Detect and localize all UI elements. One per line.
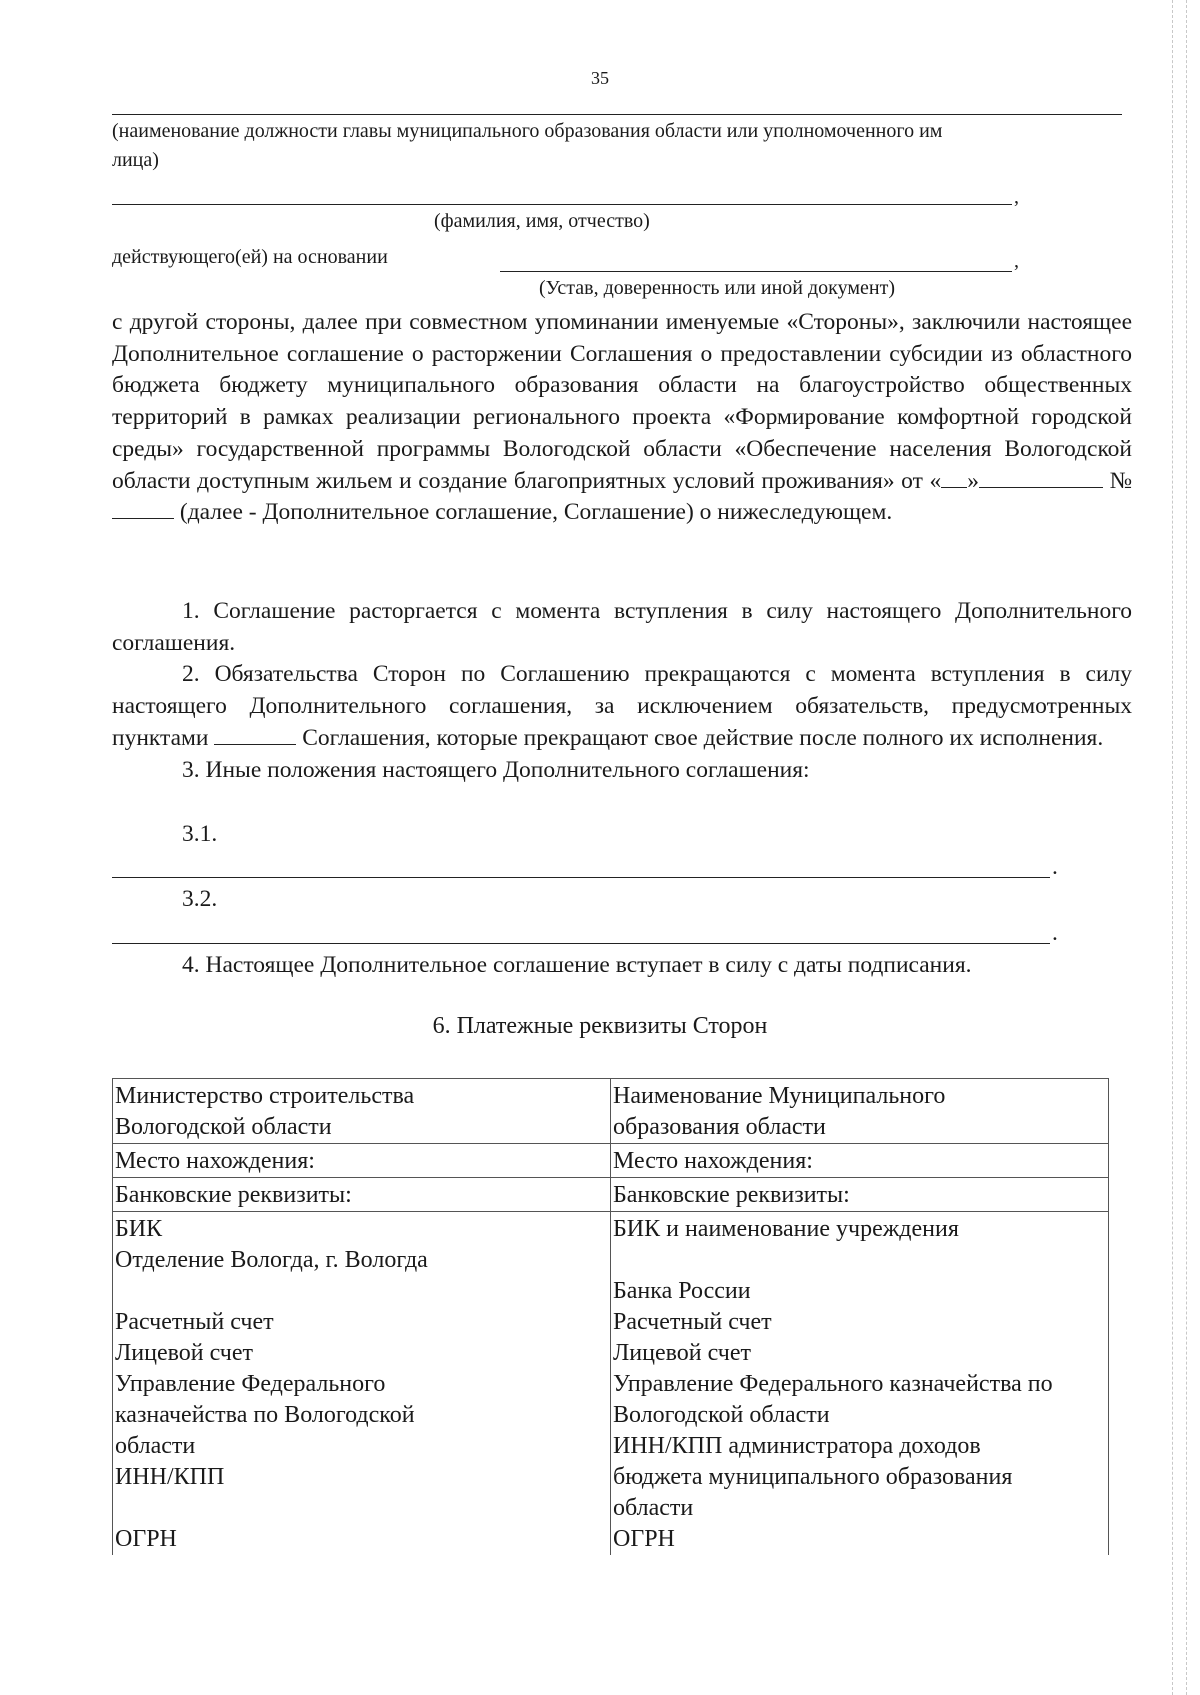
detail-line: Лицевой счет (115, 1340, 254, 1366)
municipality-name-cont: образования области (613, 1114, 826, 1140)
scan-edge-line (1172, 0, 1173, 1695)
preamble-text: Соглашение) о нижеследующем. (563, 499, 893, 526)
preamble-text: с другой стороны, далее при совместном упоминании именуемые «Стороны», заключили настоящее Дополнительное соглашение о расторжении Соглашения о предоставлении субсидии из областного бюджета бюджету муниципального образования области на благоустройство общественных территорий в рамках реализации регионального проекта «Формирование комфортной городской среды» государственной программы Вологодской области «Обеспечение населения Вологодской области доступным жильем и создание благоприятных условий проживания» от « (112, 309, 1132, 494)
comma: , (1014, 250, 1019, 272)
table-cell (611, 1212, 1109, 1556)
scan-edge-line (1186, 0, 1187, 1695)
table-row (113, 1144, 1109, 1178)
preamble-text: № (1109, 467, 1132, 494)
clause-text: Соглашения, которые прекращают свое действие после полного их исполнения. (302, 724, 1104, 751)
period: . (1052, 854, 1058, 880)
month-blank (979, 469, 1103, 488)
detail-gap (115, 1493, 608, 1524)
basis-line (500, 271, 1012, 272)
clause-2 (112, 659, 1132, 754)
municipality-name: Наименование Муниципального (613, 1083, 946, 1109)
page-number: 35 (591, 68, 609, 88)
bank-label: Банковские реквизиты: (115, 1182, 352, 1208)
comma: , (1014, 186, 1019, 208)
detail-line: Отделение Вологда, г. Вологда (115, 1247, 428, 1273)
location-label: Место нахождения: (613, 1148, 813, 1174)
preamble-text: » (967, 467, 979, 494)
detail-line: БИК и наименование учреждения (613, 1216, 959, 1242)
detail-line: области (115, 1433, 196, 1459)
detail-line: ОГРН (115, 1526, 177, 1552)
detail-line: ИНН/КПП администратора доходов (613, 1433, 981, 1459)
preamble-paragraph (112, 307, 1132, 529)
ministry-name-cont: Вологодской области (115, 1114, 332, 1140)
table-cell (113, 1212, 611, 1556)
basis-caption: (Устав, доверенность или иной документ) (539, 277, 895, 299)
bank-label: Банковские реквизиты: (613, 1182, 850, 1208)
table-cell (611, 1178, 1109, 1212)
acting-label: действующего(ей) на основании (112, 246, 388, 268)
table-row (113, 1178, 1109, 1212)
table-row (113, 1212, 1109, 1556)
requisites-table (112, 1078, 1109, 1555)
clause-3: 3. Иные положения настоящего Дополнительного соглашения: (182, 756, 810, 783)
section-title: 6. Платежные реквизиты Сторон (432, 1013, 768, 1039)
detail-line: бюджета муниципального образования (613, 1464, 1013, 1490)
detail-line: Управление Федерального (115, 1371, 386, 1397)
detail-gap (613, 1245, 1106, 1276)
detail-line: Лицевой счет (613, 1340, 752, 1366)
table-cell (611, 1079, 1109, 1144)
period: . (1052, 920, 1058, 946)
clause-3-1: 3.1. (182, 821, 218, 847)
ministry-name: Министерство строительства (115, 1083, 415, 1109)
detail-line: Вологодской области (613, 1402, 830, 1428)
clause-3-2: 3.2. (182, 886, 218, 912)
clause-text: 2. Обязательства Сторон по Соглашению прекращаются с момента вступления в силу настоящего Дополнительного соглашения, за исключением обязательств, предусмотренных пунктами (112, 661, 1132, 751)
detail-line: ИНН/КПП (115, 1464, 225, 1490)
detail-line: БИК (115, 1216, 163, 1242)
detail-line: ОГРН (613, 1526, 675, 1552)
clause-4: 4. Настоящее Дополнительное соглашение вступает в силу с даты подписания. (182, 952, 972, 978)
table-cell (113, 1079, 611, 1144)
clauses (112, 596, 1132, 786)
clause-3-1-line (112, 877, 1050, 878)
clause-1: 1. Соглашение расторгается с момента вступления в силу настоящего Дополнительного соглашения. (112, 598, 1132, 656)
table-row (113, 1079, 1109, 1144)
table-cell (113, 1144, 611, 1178)
location-label: Место нахождения: (115, 1148, 315, 1174)
fio-caption: (фамилия, имя, отчество) (434, 210, 650, 232)
number-blank (112, 500, 174, 519)
table-cell (113, 1178, 611, 1212)
detail-line: Расчетный счет (115, 1309, 274, 1335)
clause-3-2-line (112, 943, 1050, 944)
detail-line: Управление Федерального казначейства по (613, 1371, 1053, 1397)
detail-gap (115, 1276, 608, 1307)
fio-line (112, 204, 1012, 205)
position-caption-cont: лица) (112, 149, 159, 171)
detail-line: области (613, 1495, 694, 1521)
detail-line: Расчетный счет (613, 1309, 772, 1335)
position-line (112, 114, 1122, 115)
table-cell (611, 1144, 1109, 1178)
items-blank (214, 726, 296, 745)
day-blank (941, 469, 967, 488)
preamble-text: (далее - Дополнительное соглашение, (179, 499, 558, 526)
position-caption: (наименование должности главы муниципального образования области или уполномоченного им (112, 120, 943, 142)
detail-line: казначейства по Вологодской (115, 1402, 415, 1428)
detail-line: Банка России (613, 1278, 751, 1304)
